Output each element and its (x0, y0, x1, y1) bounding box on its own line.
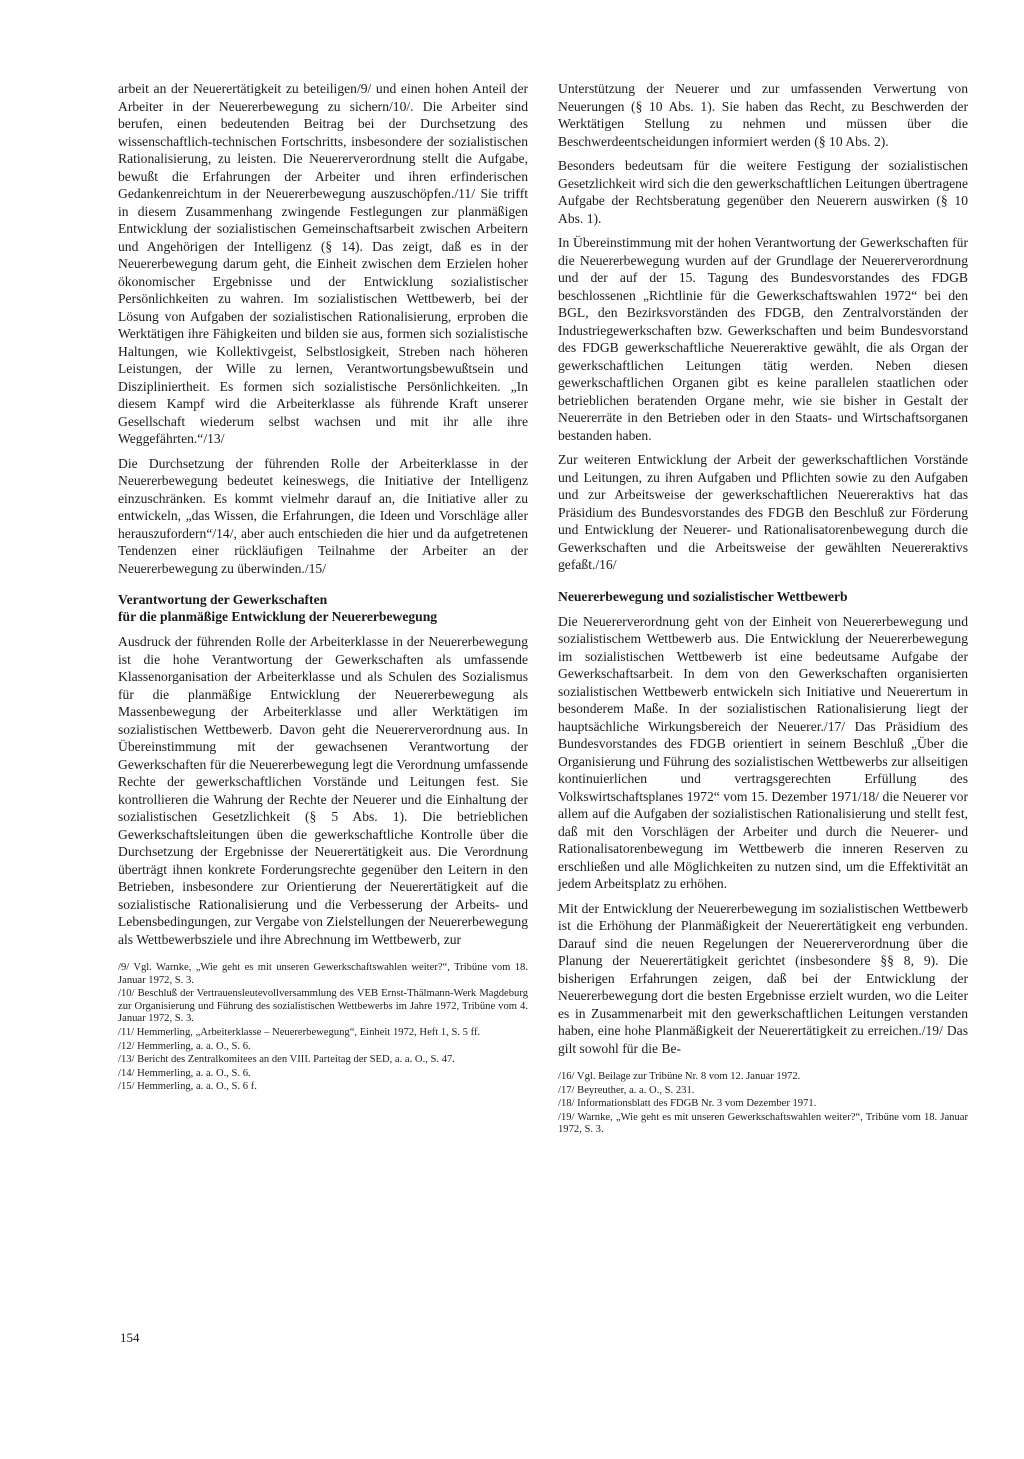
paragraph: In Übereinstimmung mit der hohen Verantwortung der Gewerkschaften für die Neuererbewegung wurden auf der Grundlage der Neuererverordnung und der auf der 15. Tagung des Bundesvorstandes des FDGB beschlossenen „Richtlinie für die Gewerkschaftswahlen 1972“ bei den BGL, den Bezirksvorständen des FDGB, den Zentralvorständen der Industriegewerkschaften bzw. Gewerkschaften und beim Bundesvorstand des FDGB gewerkschaftliche Neuereraktive gewählt, die als Organ der gewerkschaftlichen Leitungen tätig werden. Neben diesen gewerkschaftlichen Organen gibt es keine parallelen staatlichen oder betrieblichen beratenden Organe mehr, wie sie bisher in Gestalt der Neuererräte in den Betrieben oder in den Staats- und Wirtschaftsorganen bestanden haben. (558, 235, 968, 443)
paragraph: Die Neuererverordnung geht von der Einheit von Neuererbewegung und sozialistischem Wettbewerb aus. Die Entwicklung der Neuererbewegung im sozialistischen Wettbewerb ist eine bedeutsame Aufgabe der Gewerkschaftsarbeit. In dem von den Gewerkschaften organisierten sozialistischen Wettbewerb entwickeln sich Initiative und Neuerertum in besonderem Maße. In der sozialistischen Rationalisierung liegt der hauptsächliche Wirkungsbereich der Neuerer./17/ Das Präsidium des Bundesvorstandes des FDGB orientiert in seinem Beschluß „Über die Organisierung und Führung des sozialistischen Wettbewerbs zur allseitigen kontinuierlichen und vertragsgerechten Erfüllung des Volkswirtschaftsplanes 1972“ vom 15. Dezember 1971/18/ die Neuerer vor allem auf die Aufgaben der sozialistischen Rationalisierung und stellt fest, daß mit den Vorschlägen der Arbeiter und durch die Neuerer- und Rationalisatorenbewegung im Wettbewerb die inneren Reserven zu erschließen und alle Möglichkeiten zu nutzen sind, um die Effektivität an jedem Arbeitsplatz zu erhöhen. (558, 613, 968, 891)
footnote: /9/ Vgl. Warnke, „Wie geht es mit unseren Gewerkschaftswahlen weiter?“, Tribüne vom 18. Januar 1972, S. 3. (118, 962, 528, 986)
footnote: /12/ Hemmerling, a. a. O., S. 6. (118, 1040, 251, 1052)
heading-line: Verantwortung der Gewerkschaften (118, 592, 328, 607)
footnotes (558, 1071, 968, 1137)
footnote: /18/ Informationsblatt des FDGB Nr. 3 vom Dezember 1971. (558, 1098, 817, 1110)
section-heading (118, 591, 528, 625)
paragraph: Die Durchsetzung der führenden Rolle der Arbeiterklasse in der Neuererbewegung bedeutet keineswegs, die Initiative der Intelligenz einzuschränken. Es kommt vielmehr darauf an, die Initiative aller zu entwickeln, „das Wissen, die Erfahrungen, die Ideen und Vorschläge aller herauszufordern“/14/, aber auch entschieden die hier und da aufgetretenen Tendenzen einer rückläufigen Teilnahme der Arbeiter an der Neuererbewegung zu überwinden./15/ (118, 455, 528, 576)
footnote: /19/ Warnke, „Wie geht es mit unseren Gewerkschaftswahlen weiter?“, Tribüne vom 18. Januar 1972, S. 3. (558, 1111, 968, 1136)
footnote: /13/ Bericht des Zentralkomitees an den VIII. Parteitag der SED, a. a. O., S. 47. (118, 1054, 455, 1066)
heading-line: für die planmäßige Entwicklung der Neuererbewegung (118, 609, 438, 624)
footnote: /16/ Vgl. Beilage zur Tribüne Nr. 8 vom 12. Januar 1972. (558, 1071, 801, 1082)
footnote: /10/ Beschluß der Vertrauensleutevollversammlung des VEB Ernst-Thälmann-Werk Magdeburg zur Organisierung und Führung des sozialistischen Wettbewerbs im Jahre 1972, Tribüne vom 4. Januar 1972, S. 3. (118, 988, 528, 1025)
paragraph: Mit der Entwicklung der Neuererbewegung im sozialistischen Wettbewerb ist die Erhöhung der Planmäßigkeit der Neuerertätigkeit eng verbunden. Darauf sind die neuen Regelungen der Neuererverordnung über die Planung der Neuerertätigkeit gerichtet (insbesondere §§ 8, 9). Die bisherigen Erfahrungen zeigen, daß bei der Entwicklung der Neuererbewegung dort die besten Ergebnisse erzielt wurden, wo die Leiter es in Zusammenarbeit mit den gewerkschaftlichen Leitungen verstanden haben, eine hohe Planmäßigkeit der Neuerertätigkeit zu erreichen./19/ Das gilt sowohl für die Be- (558, 900, 968, 1056)
paragraph: Ausdruck der führenden Rolle der Arbeiterklasse in der Neuererbewegung ist die hohe Verantwortung der Gewerkschaften als umfassende Klassenorganisation der Arbeiterklasse und als Schulen des Sozialismus für die planmäßige Entwicklung der Neuererbewegung als Massenbewegung der Arbeiterklasse und aller Werktätigen im sozialistischen Wettbewerb. Davon geht die Neuererverordnung aus. In Übereinstimmung mit der gewachsenen Verantwortung der Gewerkschaften für die Neuererbewegung legt die Verordnung umfassende Rechte der gewerkschaftlichen Vorstände und Leitungen fest. Sie kontrollieren die Wahrung der Rechte der Neuerer und die Einhaltung der sozialistischen Gesetzlichkeit (§ 5 Abs. 1). Die betrieblichen Gewerkschaftsleitungen üben die gewerkschaftliche Kontrolle über die Durchsetzung der Ergebnisse der Neuerertätigkeit aus. Die Verordnung überträgt ihnen konkrete Forderungsrechte gegenüber den Leitern in den Betrieben, insbesondere zur Orientierung der Neuerertätigkeit auf die sozialistische Rationalisierung und die Verbesserung der Arbeits- und Lebensbedingungen, zur Vergabe von Zielstellungen der Neuererbewegung als Wettbewerbsziele und ihre Abrechnung im Wettbewerb, zur (118, 634, 528, 947)
paragraph: arbeit an der Neuerertätigkeit zu beteiligen/9/ und einen hohen Anteil der Arbeiter in der Neuererbewegung zu sichern/10/. Die Arbeiter sind berufen, einen bedeutenden Beitrag bei der Durchsetzung des wissenschaftlich-technischen Fortschritts, insbesondere der sozialistischen Rationalisierung, zu leisten. Die Neuererverordnung stellt die Aufgabe, bewußt die Erfahrungen der Arbeiter und ihren erfinderischen Gedankenreichtum in der Neuererbewegung auszuschöpfen./11/ Sie trifft in diesem Zusammenhang zwingende Festlegungen zur planmäßigen Entwicklung der sozialistischen Gemeinschaftsarbeit zwischen Arbeitern und Angehörigen der Intelligenz (§ 14). Das zeigt, daß es in der Neuererbewegung darum geht, die Einheit zwischen dem Erzielen hoher ökonomischer Ergebnisse und der Entwicklung sozialistischer Persönlichkeiten zu wahren. Im sozialistischen Wettbewerb, bei der Lösung von Aufgaben der sozialistischen Rationalisierung, erproben die Werktätigen ihre Fähigkeiten und bilden sie aus, formen sich sozialistische Haltungen, wie Kollektivgeist, Selbstlosigkeit, Streben nach höheren Leistungen, der Wille zu lernen, Verantwortungsbewußtsein und Diszipliniertheit. Es formen sich sozialistische Persönlichkeiten. „In diesem Kampf wird die Arbeiterklasse als führende Kraft unserer Gesellschaft wiederum selbst wachsen und mit ihr alle ihre Weggefährten.“/13/ (118, 81, 528, 446)
footnote: /14/ Hemmerling, a. a. O., S. 6. (118, 1067, 251, 1079)
left-column (118, 80, 528, 1095)
footnotes (118, 962, 528, 1094)
page-number: 154 (120, 1330, 140, 1345)
footnote: /11/ Hemmerling, „Arbeiterklasse – Neuererbewegung“, Einheit 1972, Heft 1, S. 5 ff. (118, 1026, 481, 1038)
paragraph: Besonders bedeutsam für die weitere Festigung der sozialistischen Gesetzlichkeit wird sich die den gewerkschaftlichen Leitungen übertragene Aufgabe der Rechtsberatung gegenüber den Neuerern auswirken (§ 10 Abs. 1). (558, 158, 968, 226)
section-heading: Neuererbewegung und sozialistischer Wettbewerb (558, 588, 848, 604)
paragraph: Zur weiteren Entwicklung der Arbeit der gewerkschaftlichen Vorstände und Leitungen, zu ihren Aufgaben und Pflichten sowie zu den Aufgaben und zur Arbeitsweise der gewerkschaftlichen Neuereraktivs hat das Präsidium des Bundesvorstandes des FDGB den Beschluß zur Förderung und Entwicklung der Neuerer- und Rationalisatorenbewegung durch die Gewerkschaften und die Arbeitsweise der gewählten Neuereraktivs gefaßt./16/ (558, 452, 968, 572)
footnote: /17/ Beyreuther, a. a. O., S. 231. (558, 1084, 695, 1096)
paragraph: Unterstützung der Neuerer und zur umfassenden Verwertung von Neuerungen (§ 10 Abs. 1). Sie haben das Recht, zu Beschwerden der Werktätigen Stellung zu nehmen und müssen über die Beschwerdeentscheidungen informiert werden (§ 10 Abs. 2). (558, 81, 968, 149)
right-column (558, 80, 968, 1138)
footnote: /15/ Hemmerling, a. a. O., S. 6 f. (118, 1081, 257, 1093)
